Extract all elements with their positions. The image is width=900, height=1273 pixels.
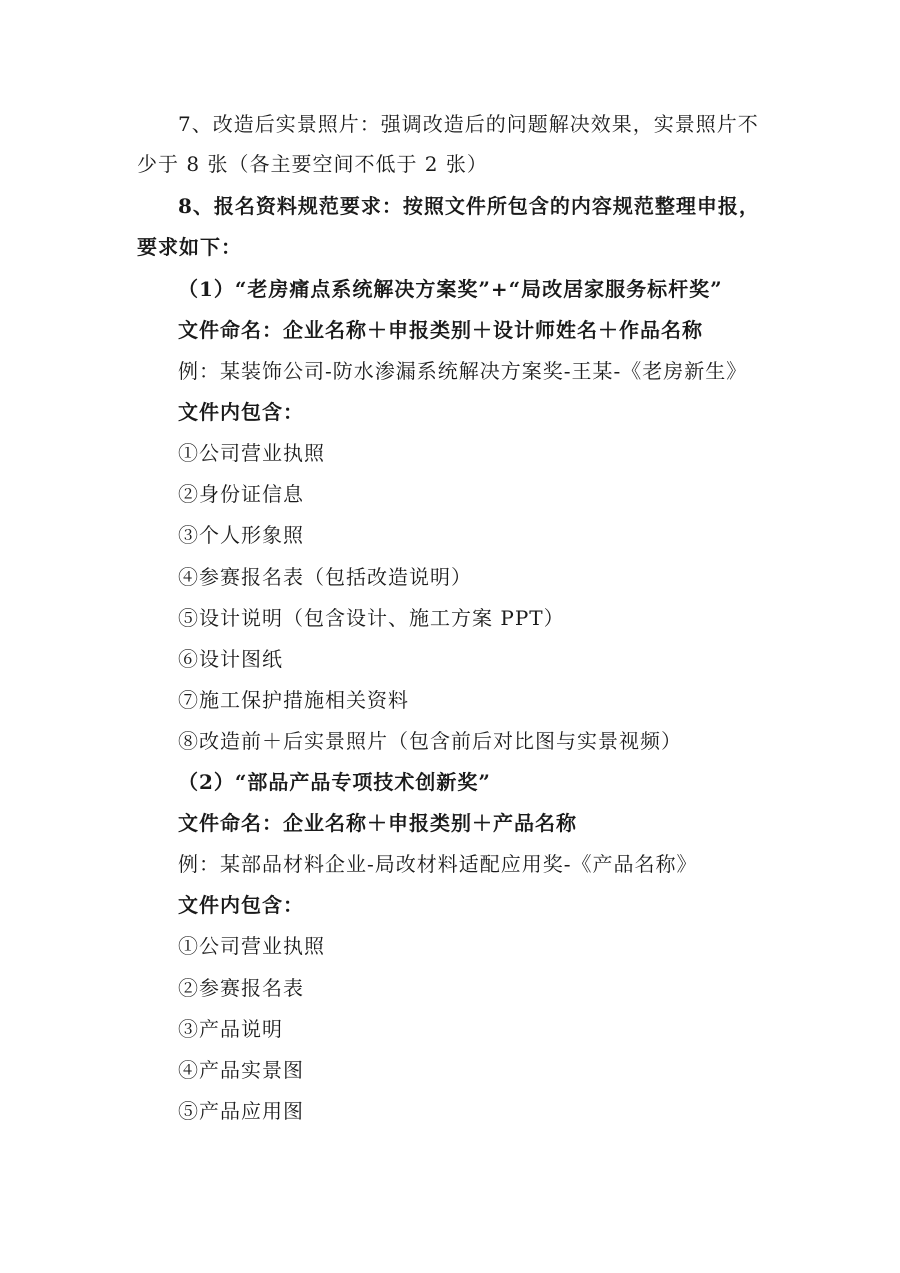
part1-list-item: ⑦施工保护措施相关资料 xyxy=(178,688,409,712)
section8-line2: 要求如下： xyxy=(137,235,242,259)
part2-example: 例：某部品材料企业-局改材料适配应用奖-《产品名称》 xyxy=(178,852,698,876)
part2-list-item: ②参赛报名表 xyxy=(178,976,304,1000)
part1-contains-label: 文件内包含： xyxy=(178,400,304,424)
part2-list-item: ④产品实景图 xyxy=(178,1058,304,1082)
part1-list-item: ⑤设计说明（包含设计、施工方案 PPT） xyxy=(178,606,565,630)
part1-list-item: ⑥设计图纸 xyxy=(178,647,283,671)
part1-example: 例：某装饰公司-防水渗漏系统解决方案奖-王某-《老房新生》 xyxy=(178,359,748,383)
part2-heading: （2）“部品产品专项技术创新奖” xyxy=(178,770,491,794)
part2-contains-label: 文件内包含： xyxy=(178,893,304,917)
part2-list-item: ③产品说明 xyxy=(178,1017,283,1041)
part1-naming: 文件命名：企业名称＋申报类别＋设计师姓名＋作品名称 xyxy=(178,318,703,342)
part1-list-item: ⑧改造前＋后实景照片（包含前后对比图与实景视频） xyxy=(178,729,682,753)
part1-list-item: ②身份证信息 xyxy=(178,482,304,506)
part1-list-item: ①公司营业执照 xyxy=(178,441,325,465)
part1-heading: （1）“老房痛点系统解决方案奖”+“局改居家服务标杆奖” xyxy=(178,277,723,301)
part1-list-item: ④参赛报名表（包括改造说明） xyxy=(178,565,472,589)
part2-list-item: ⑤产品应用图 xyxy=(178,1099,304,1123)
part1-list-item: ③个人形象照 xyxy=(178,523,304,547)
section8-line1: 8、报名资料规范要求：按照文件所包含的内容规范整理申报， xyxy=(178,194,760,218)
part2-naming: 文件命名：企业名称＋申报类别＋产品名称 xyxy=(178,811,577,835)
part2-list-item: ①公司营业执照 xyxy=(178,934,325,958)
section7-line1: 7、改造后实景照片：强调改造后的问题解决效果，实景照片不 xyxy=(178,112,759,136)
section7-line2: 少于 8 张（各主要空间不低于 2 张） xyxy=(137,152,488,176)
